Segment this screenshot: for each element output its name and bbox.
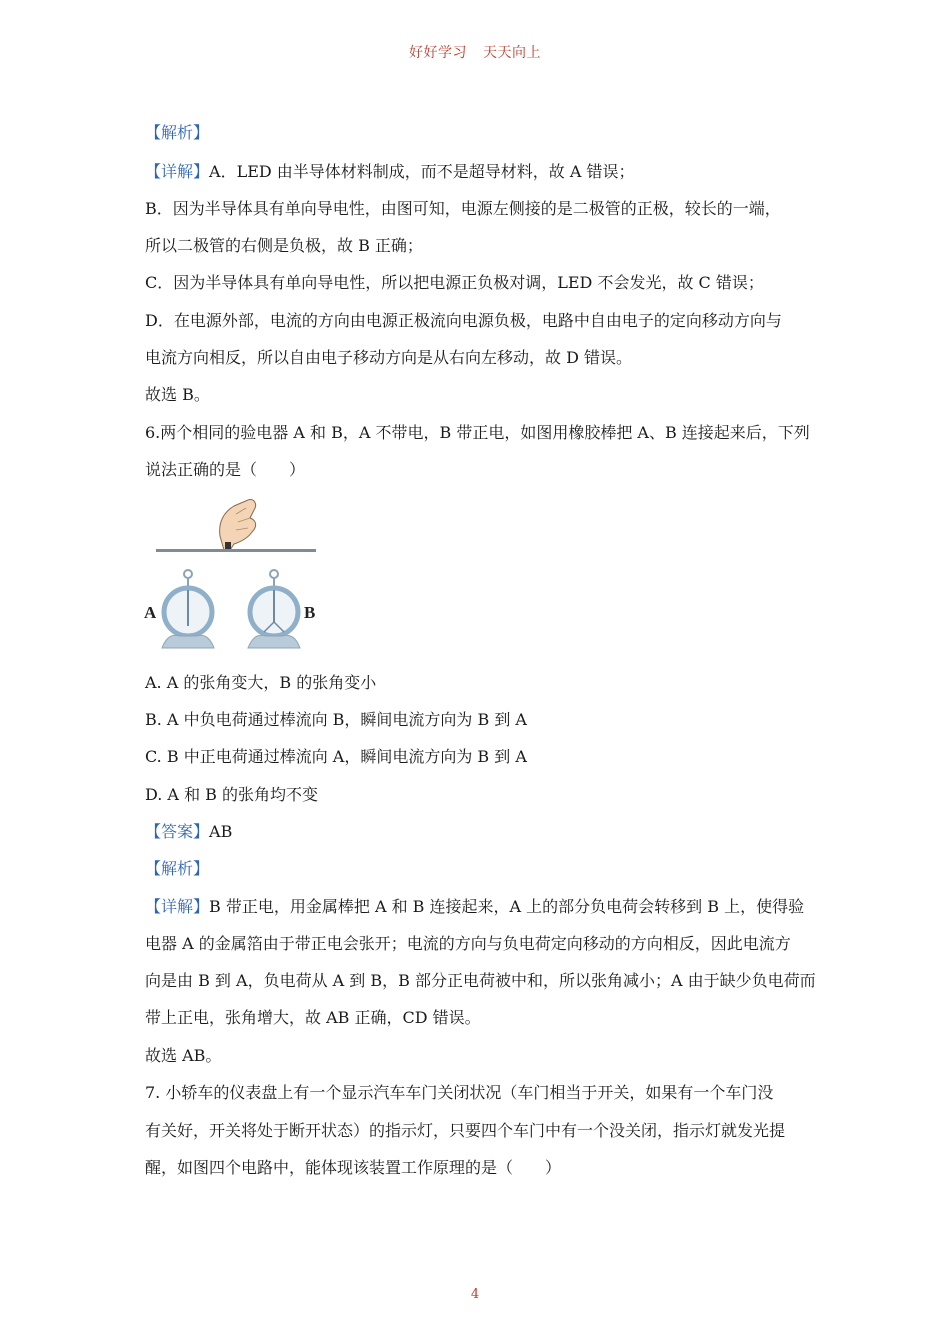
option-d: D. A 和 B 的张角均不变 (145, 785, 319, 804)
option-b: B. A 中负电荷通过棒流向 B，瞬间电流方向为 B 到 A (145, 710, 527, 729)
analysis-heading: 【解析】 (145, 859, 210, 878)
analysis-heading: 【解析】 (145, 123, 210, 142)
question-6-stem: 说法正确的是（ ） (145, 460, 306, 479)
answer-line: 【答案】AB (145, 822, 233, 841)
detail-line: D．在电源外部，电流的方向由电源正极流向电源负极，电路中自由电子的定向移动方向与 (145, 311, 782, 330)
choice-line: 故选 AB。 (145, 1046, 222, 1065)
electroscope-b (248, 570, 300, 648)
rubber-rod (156, 549, 316, 552)
choice-line: 故选 B。 (145, 385, 210, 404)
question-7-stem: 7. 小轿车的仪表盘上有一个显示汽车车门关闭状况（车门相当于开关，如果有一个车门没 (145, 1083, 774, 1102)
detail-line: B．因为半导体具有单向导电性，由图可知，电源左侧接的是二极管的正极，较长的一端， (145, 199, 781, 218)
page-number: 4 (470, 1287, 480, 1302)
header-right-text: 天天向上 (483, 45, 541, 61)
electroscope-diagram (140, 496, 325, 656)
detail-line: C．因为半导体具有单向导电性，所以把电源正负极对调，LED 不会发光，故 C 错误； (145, 273, 764, 292)
electroscope-figure (140, 496, 325, 656)
question-6-stem: 6.两个相同的验电器 A 和 B，A 不带电，B 带正电，如图用橡胶棒把 A、B 连接起来后，下列 (145, 423, 810, 442)
detail-line: 【详解】A．LED 由半导体材料制成，而不是超导材料，故 A 错误； (145, 162, 635, 181)
label-a: A (144, 603, 157, 622)
detail-line: 带上正电，张角增大，故 AB 正确，CD 错误。 (145, 1008, 481, 1027)
detail-line: 向是由 B 到 A，负电荷从 A 到 B，B 部分正电荷被中和，所以张角减小；A 由于缺少负电荷而 (145, 971, 816, 990)
option-a: A. A 的张角变大，B 的张角变小 (145, 673, 377, 692)
question-7-stem: 有关好，开关将处于断开状态）的指示灯，只要四个车门中有一个没关闭，指示灯就发光提 (145, 1121, 786, 1140)
detail-line: 【详解】B 带正电，用金属棒把 A 和 B 连接起来，A 上的部分负电荷会转移到 B 上，使得验 (145, 897, 805, 916)
option-c: C. B 中正电荷通过棒流向 A，瞬间电流方向为 B 到 A (145, 747, 527, 766)
electroscope-a (162, 570, 214, 648)
header-left-text: 好好学习 (409, 45, 467, 61)
detail-line: 电流方向相反，所以自由电子移动方向是从右向左移动，故 D 错误。 (145, 348, 633, 367)
page-header (0, 42, 950, 62)
question-7-stem: 醒，如图四个电路中，能体现该装置工作原理的是（ ） (145, 1158, 562, 1177)
detail-line: 电器 A 的金属箔由于带正电会张开；电流的方向与负电荷定向移动的方向相反，因此电流方 (145, 934, 791, 953)
label-b: B (304, 603, 316, 622)
hand-illustration (220, 500, 256, 552)
detail-line: 所以二极管的右侧是负极，故 B 正确； (145, 236, 423, 255)
